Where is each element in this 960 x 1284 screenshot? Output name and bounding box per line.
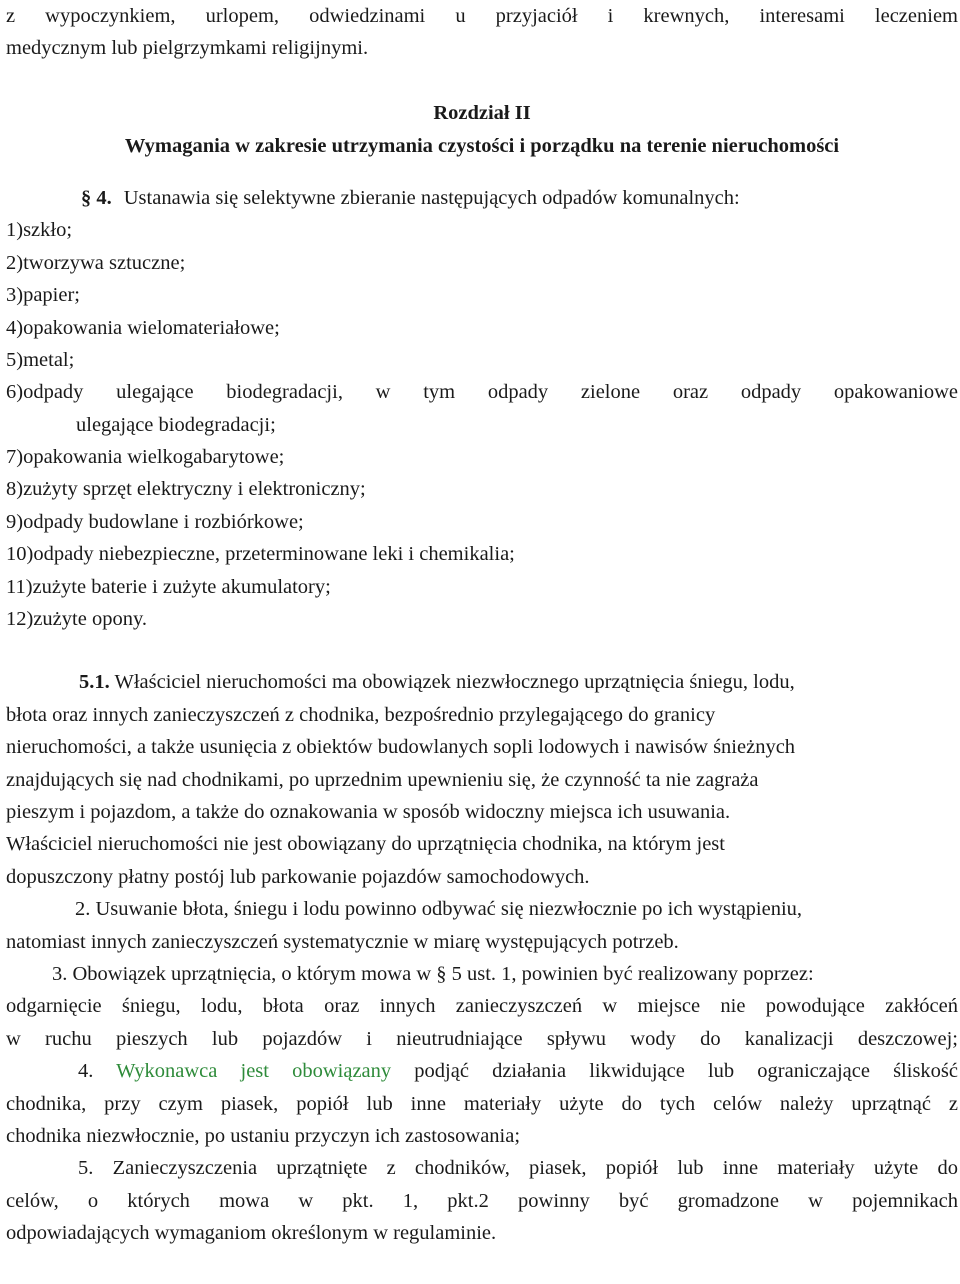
item-number: 3) xyxy=(6,284,24,307)
chapter-subtitle: Wymagania w zakresie utrzymania czystości i porządku na terenie nieruchomości xyxy=(124,134,840,157)
paragraph-line: błota oraz innych zanieczyszczeń z chodnika, bezpośrednio przylegającego do granicy xyxy=(6,703,716,726)
item-number: 8) xyxy=(6,478,24,501)
item-number: 1) xyxy=(6,219,24,242)
spacer xyxy=(6,635,958,666)
item-text: zużyte opony. xyxy=(33,608,147,631)
list-item xyxy=(6,312,958,344)
spacer xyxy=(6,65,958,97)
paragraph-line: znajdujących się nad chodnikami, po uprzednim upewnieniu się, że czynność ta nie zagraża xyxy=(6,768,759,791)
paragraph-5-line: celów, o których mowa w pkt. 1, pkt.2 powinny być gromadzone w pojemnikach xyxy=(6,1189,958,1212)
item-text: odpady ulegające biodegradacji, w tym odpady zielone oraz odpady opakowaniowe xyxy=(23,381,958,404)
item-number: 4) xyxy=(6,316,24,339)
intro-line-1: z wypoczynkiem, urlopem, odwiedzinami u przyjaciół i krewnych, interesami leczeniem xyxy=(6,5,958,27)
item-number: 7) xyxy=(6,446,24,469)
section-4-text: Ustanawia się selektywne zbieranie następujących odpadów komunalnych: xyxy=(123,186,740,209)
waste-list xyxy=(6,214,958,635)
paragraph-4-first-line xyxy=(6,1055,958,1087)
item-text: zużyty sprzęt elektryczny i elektroniczny; xyxy=(23,478,366,501)
chapter-title: Rozdział II xyxy=(433,102,531,125)
list-item xyxy=(6,473,958,505)
list-item xyxy=(6,506,958,538)
paragraph-4-line: chodnika, przy czym piasek, popiół lub inne materiały użyte do tych celów należy uprzątnąć z xyxy=(6,1092,958,1115)
list-item xyxy=(6,603,958,635)
paragraph-number: 4. xyxy=(78,1060,94,1083)
item-text: zużyte baterie i zużyte akumulatory; xyxy=(32,575,331,598)
section-4-heading xyxy=(6,182,958,214)
list-item xyxy=(6,214,958,246)
item-text: odpady niebezpieczne, przeterminowane leki i chemikalia; xyxy=(33,543,515,566)
item-number: 12) xyxy=(6,608,34,631)
paragraph-3-line: odgarnięcie śniegu, lodu, błota oraz innych zanieczyszczeń w miejsce nie powodujące zakłóceń xyxy=(6,995,958,1018)
paragraph-text: podjąć działania likwidujące lub ograniczające śliskość xyxy=(414,1060,959,1083)
item-number: 5) xyxy=(6,348,24,371)
spacer xyxy=(6,162,958,182)
paragraph-3-line: w ruchu pieszych lub pojazdów i nieutrudniające spływu wody do kanalizacji deszczowej; xyxy=(6,1027,958,1050)
paragraph-5-line: odpowiadających wymaganiom określonym w regulaminie. xyxy=(6,1222,497,1245)
list-item xyxy=(6,344,958,376)
highlighted-phrase: Wykonawca jest obowiązany xyxy=(116,1060,392,1083)
item-text: opakowania wielomateriałowe; xyxy=(23,316,280,339)
document-page xyxy=(6,0,958,1249)
item-number: 11) xyxy=(6,575,33,598)
paragraph-4-line: chodnika niezwłocznie, po ustaniu przyczyn ich zastosowania; xyxy=(6,1124,521,1147)
item-text: tworzywa sztuczne; xyxy=(23,251,186,274)
list-item xyxy=(6,247,958,279)
intro-line-2: medycznym lub pielgrzymkami religijnymi. xyxy=(6,37,369,60)
paragraph-3-line: 3. Obowiązek uprzątnięcia, o którym mowa w § 5 ust. 1, powinien być realizowany poprzez: xyxy=(52,962,814,985)
paragraph-5-line: 5. Zanieczyszczenia uprzątnięte z chodników, piasek, popiół lub inne materiały użyte do xyxy=(78,1157,958,1180)
list-item xyxy=(6,538,958,570)
paragraph-line: nieruchomości, a także usunięcia z obiektów budowlanych sopli lodowych i nawisów śnieżnych xyxy=(6,736,796,759)
item-number: 10) xyxy=(6,543,34,566)
item-number: 2) xyxy=(6,251,24,274)
section-5-paragraph-1-first-line xyxy=(6,666,958,698)
list-item xyxy=(6,441,958,473)
paragraph-line: pieszym i pojazdom, a także do oznakowania w sposób widoczny miejsca ich usuwania. xyxy=(6,800,731,823)
paragraph-2-line: 2. Usuwanie błota, śniegu i lodu powinno odbywać się niezwłocznie po ich wystąpieniu, xyxy=(75,898,803,921)
paragraph-text: Właściciel nieruchomości ma obowiązek niezwłocznego uprzątnięcia śniegu, lodu, xyxy=(114,671,795,694)
paragraph-line: Właściciel nieruchomości nie jest obowiązany do uprzątnięcia chodnika, na którym jest xyxy=(6,833,725,856)
list-item xyxy=(6,571,958,603)
item-text: papier; xyxy=(23,284,80,307)
item-text: szkło; xyxy=(23,219,73,242)
paragraph-2-line: natomiast innych zanieczyszczeń systematycznie w miarę występujących potrzeb. xyxy=(6,930,679,953)
list-item-continuation: ulegające biodegradacji; xyxy=(76,413,276,436)
item-text: opakowania wielkogabarytowe; xyxy=(23,446,285,469)
item-number: 9) xyxy=(6,510,24,533)
list-item xyxy=(6,376,958,408)
section-5-sign: 5.1. xyxy=(79,671,110,694)
paragraph-line: dopuszczony płatny postój lub parkowanie pojazdów samochodowych. xyxy=(6,865,590,888)
section-sign: § 4. xyxy=(81,186,112,209)
item-text: odpady budowlane i rozbiórkowe; xyxy=(23,510,304,533)
item-number: 6) xyxy=(6,381,24,404)
list-item xyxy=(6,279,958,311)
item-text: metal; xyxy=(23,348,75,371)
